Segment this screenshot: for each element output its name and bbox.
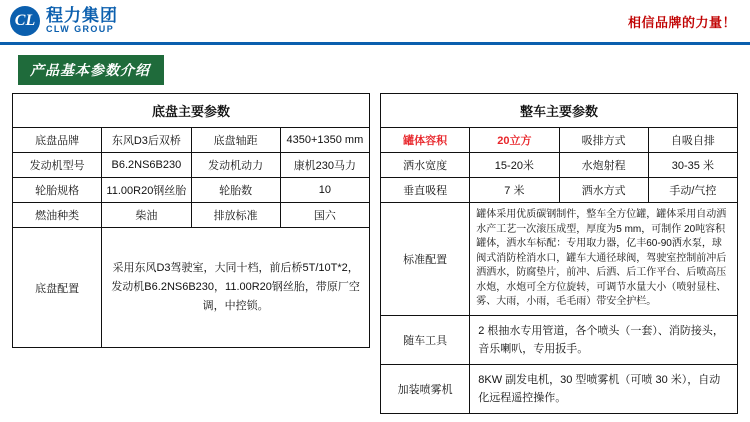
table-row xyxy=(13,128,370,153)
row-label: 轮胎数 xyxy=(191,178,280,203)
table-row xyxy=(381,315,738,364)
tools-label: 随车工具 xyxy=(381,315,470,364)
row-label: 垂直吸程 xyxy=(381,178,470,203)
row-label: 洒水方式 xyxy=(559,178,648,203)
row-value: 15-20米 xyxy=(470,153,559,178)
table-row xyxy=(13,153,370,178)
row-value: 柴油 xyxy=(102,203,191,228)
spec-tables xyxy=(0,93,750,414)
row-label: 排放标准 xyxy=(191,203,280,228)
tools-value: 2 根抽水专用管道，各个喷头（一套）、消防接头，音乐喇叭，专用扳手。 xyxy=(470,315,738,364)
row-value: 4350+1350 mm xyxy=(280,128,369,153)
row-value: 国六 xyxy=(280,203,369,228)
row-value: 手动/气控 xyxy=(648,178,737,203)
row-value: 康机230马力 xyxy=(280,153,369,178)
brand-text xyxy=(46,7,118,34)
table-row xyxy=(13,178,370,203)
row-label: 底盘品牌 xyxy=(13,128,102,153)
table-row xyxy=(381,178,738,203)
vehicle-spec-table xyxy=(380,93,738,414)
table-row xyxy=(381,153,738,178)
row-value: 东风D3后双桥 xyxy=(102,128,191,153)
brand-name-cn: 程力集团 xyxy=(46,6,118,26)
table-row xyxy=(381,364,738,413)
standard-config-value: 罐体采用优质碳钢制件，整车全方位罐，罐体采用自动洒水产工艺一次滚压成型，厚度为5 mm，可制作 20吨容积罐体，洒水车标配：专用取力器，亿丰60-90洒水泵，球阀式消防栓消水口，罐车大通径球阀，驾驶室控制前冲后洒洒水，防腐垫片，前冲、后洒、后工作平台、后喷高压水炮，水炮可全方位旋转，可调节水量大小（喷射显柱、雾、大雨，小雨，毛毛雨）带安全护栏。 xyxy=(470,203,738,316)
row-label: 燃油种类 xyxy=(13,203,102,228)
row-value: 11.00R20钢丝胎 xyxy=(102,178,191,203)
brand-logo xyxy=(10,6,118,36)
row-label: 洒水宽度 xyxy=(381,153,470,178)
chassis-table-title: 底盘主要参数 xyxy=(13,94,370,128)
row-value: 30-35 米 xyxy=(648,153,737,178)
sprayer-label: 加装喷雾机 xyxy=(381,364,470,413)
table-row xyxy=(13,203,370,228)
sprayer-value: 8KW 副发电机，30 型喷雾机（可喷 30 米），自动化远程遥控操作。 xyxy=(470,364,738,413)
table-header-row xyxy=(381,94,738,128)
brand-name-en: CLW GROUP xyxy=(46,24,115,35)
header-slogan: 相信品牌的力量！ xyxy=(627,14,736,30)
table-row xyxy=(381,203,738,316)
section-title: 产品基本参数介绍 xyxy=(18,55,164,85)
table-header-row xyxy=(13,94,370,128)
page-header xyxy=(0,0,750,42)
section-title-wrap xyxy=(0,45,750,93)
chassis-config-label: 底盘配置 xyxy=(13,228,102,348)
row-label: 水炮射程 xyxy=(559,153,648,178)
vehicle-table-title: 整车主要参数 xyxy=(381,94,738,128)
row-value: 自吸自排 xyxy=(648,128,737,153)
row-label: 发动机型号 xyxy=(13,153,102,178)
row-value: 7 米 xyxy=(470,178,559,203)
row-label: 轮胎规格 xyxy=(13,178,102,203)
row-label: 罐体容积 xyxy=(381,128,470,153)
row-value: B6.2NS6B230 xyxy=(102,153,191,178)
logo-icon: CL xyxy=(10,6,40,36)
chassis-config-value: 采用东风D3驾驶室，大同十档，前后桥5T/10T*2，发动机B6.2NS6B230，11.00R20钢丝胎，带原厂空调，中控锁。 xyxy=(102,228,370,348)
row-value: 10 xyxy=(280,178,369,203)
chassis-spec-table xyxy=(12,93,370,348)
row-label: 发动机动力 xyxy=(191,153,280,178)
row-label: 底盘轴距 xyxy=(191,128,280,153)
row-label: 吸排方式 xyxy=(559,128,648,153)
standard-config-label: 标准配置 xyxy=(381,203,470,316)
table-row xyxy=(381,128,738,153)
row-value: 20立方 xyxy=(470,128,559,153)
table-row xyxy=(13,228,370,348)
